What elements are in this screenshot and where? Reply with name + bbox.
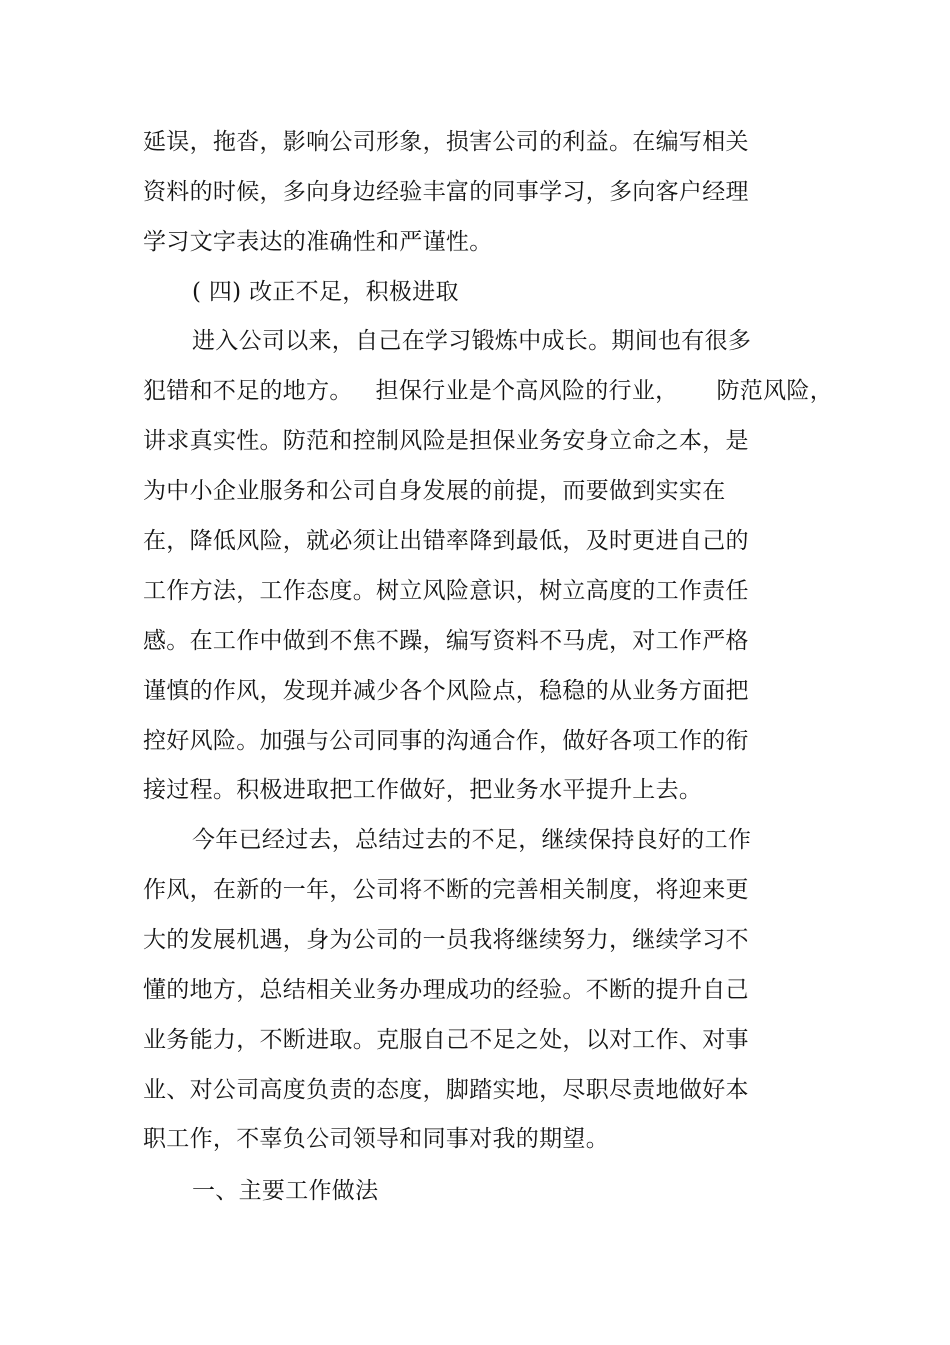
text-line: 作风，在新的一年，公司将不断的完善相关制度，将迎来更 <box>143 877 749 903</box>
text-line: 接过程。积极进取把工作做好，把业务水平提升上去。 <box>143 777 703 803</box>
text-line: 延误，拖沓，影响公司形象，损害公司的利益。在编写相关 <box>143 129 749 155</box>
text-line: 讲求真实性。防范和控制风险是担保业务安身立命之本，是 <box>143 428 749 454</box>
text-line: 犯错和不足的地方。 担保行业是个高风险的行业， 防范风险， <box>143 378 833 404</box>
text-line: 在，降低风险，就必须让出错率降到最低，及时更进自己的 <box>143 528 749 554</box>
text-line: 感。在工作中做到不焦不躁，编写资料不马虎，对工作严格 <box>143 628 749 654</box>
text-line: 为中小企业服务和公司自身发展的前提，而要做到实实在 <box>143 478 726 504</box>
text-line: 进入公司以来，自己在学习锻炼中成长。期间也有很多 <box>192 328 752 354</box>
text-line: 学习文字表达的准确性和严谨性。 <box>143 229 493 255</box>
section-heading: ( 四) 改正不足，积极进取 <box>192 279 459 305</box>
section-heading: 一、主要工作做法 <box>192 1178 379 1204</box>
text-line: 谨慎的作风，发现并减少各个风险点，稳稳的从业务方面把 <box>143 678 749 704</box>
text-line: 懂的地方，总结相关业务办理成功的经验。不断的提升自己 <box>143 977 749 1003</box>
text-line: 大的发展机遇，身为公司的一员我将继续努力，继续学习不 <box>143 927 749 953</box>
text-line: 工作方法，工作态度。树立风险意识，树立高度的工作责任 <box>143 578 749 604</box>
text-line: 业、对公司高度负责的态度，脚踏实地，尽职尽责地做好本 <box>143 1077 749 1103</box>
text-line: 资料的时候，多向身边经验丰富的同事学习，多向客户经理 <box>143 179 749 205</box>
text-line: 控好风险。加强与公司同事的沟通合作，做好各项工作的衔 <box>143 728 749 754</box>
text-line: 今年已经过去，总结过去的不足，继续保持良好的工作 <box>192 827 752 853</box>
text-line: 业务能力，不断进取。克服自己不足之处，以对工作、对事 <box>143 1027 749 1053</box>
text-line: 职工作，不辜负公司领导和同事对我的期望。 <box>143 1126 609 1152</box>
